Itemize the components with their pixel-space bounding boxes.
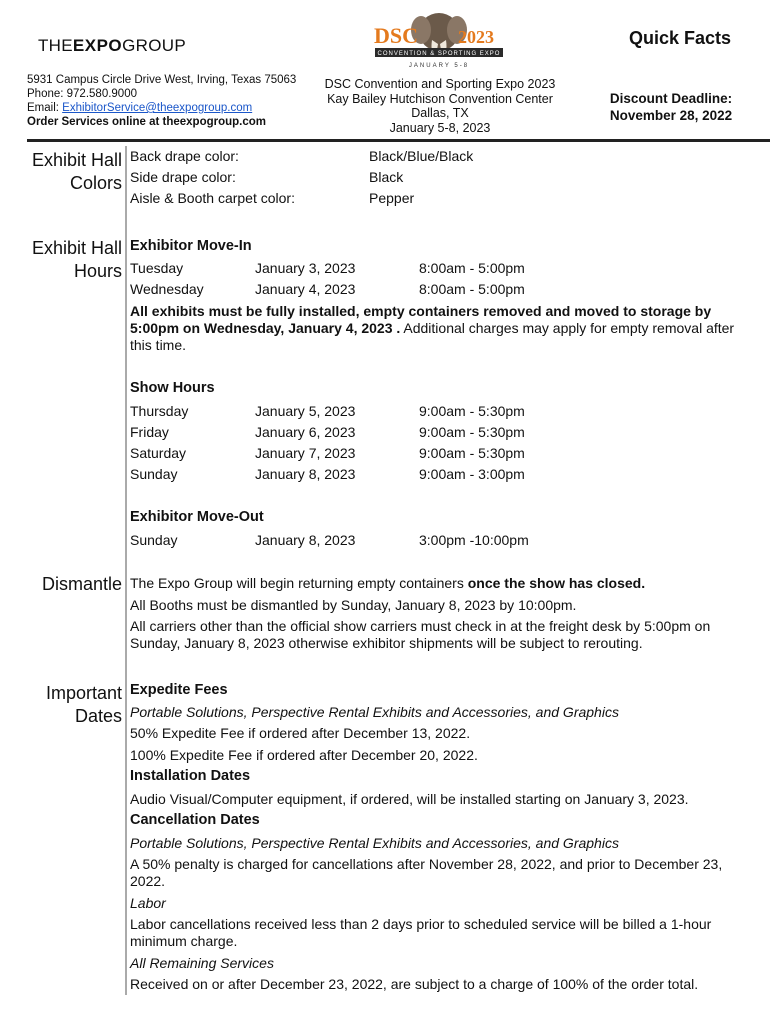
section-title-important — [46, 682, 122, 728]
header-divider — [27, 139, 770, 142]
move-in-note-bold: All exhibits must be fully installed, empty containers removed and moved to storage by 5:00pm on Wednesday, January 4, 2023 . — [130, 303, 712, 336]
schedule-date: January 3, 2023 — [255, 260, 356, 276]
section-title-line: Colors — [69, 173, 122, 193]
schedule-time: 3:00pm -10:00pm — [419, 532, 529, 548]
section-divider — [125, 146, 127, 995]
dismantle-line-3: All carriers other than the official show carriers must check in at the freight desk by 5:00pm on Sunday, January 8, 2023 otherwise exhibitor shipments will be subject to rerouting. — [130, 618, 711, 651]
event-name: DSC Convention and Sporting Expo 2023 — [324, 77, 556, 91]
section-title-line: Hours — [73, 261, 122, 281]
event-city: Dallas, TX — [411, 106, 469, 120]
move-in-note-rest: Additional charges may apply for empty removal after this time. — [130, 320, 735, 353]
email-label: Email: — [27, 102, 63, 114]
schedule-day: Wednesday — [130, 281, 204, 297]
labor-text: Labor cancellations received less than 2 days prior to scheduled service will be billed a 1-hour minimum charge. — [130, 916, 712, 949]
color-label: Back drape color: — [130, 148, 239, 164]
dismantle-line-1 — [130, 573, 645, 594]
dismantle-line-1-bold: once the show has closed. — [467, 575, 646, 591]
schedule-time: 8:00am - 5:00pm — [419, 281, 525, 297]
move-in-note — [130, 303, 750, 354]
schedule-day: Thursday — [130, 403, 189, 419]
event-info — [310, 77, 570, 135]
color-label: Side drape color: — [130, 169, 236, 185]
logo-dsc-text: DSC — [374, 23, 419, 48]
expedite-subheading: Portable Solutions, Perspective Rental Exhibits and Accessories, and Graphics — [130, 704, 619, 720]
section-title-colors — [32, 149, 122, 195]
dismantle-line-2: All Booths must be dismantled by Sunday, January 8, 2023 by 10:00pm. — [130, 597, 577, 613]
discount-deadline — [596, 90, 746, 124]
schedule-day: Sunday — [130, 466, 178, 482]
logo-the: THE — [38, 36, 73, 55]
logo-banner-text: CONVENTION & SPORTING EXPO — [377, 51, 501, 57]
section-title-line: Important — [45, 683, 122, 703]
color-value: Black/Blue/Black — [369, 148, 474, 164]
section-title-line: Exhibit Hall — [31, 150, 122, 170]
remaining-services-text: Received on or after December 23, 2022, are subject to a charge of 100% of the order total. — [130, 976, 699, 992]
logo-dates-text: JANUARY 5-8 — [408, 63, 470, 69]
phone-line: Phone: 972.580.9000 — [27, 88, 137, 100]
cancellation-subheading: Portable Solutions, Perspective Rental Exhibits and Accessories, and Graphics — [130, 835, 619, 851]
schedule-date: January 6, 2023 — [255, 424, 356, 440]
dismantle-line-1-start: The Expo Group will begin returning empty containers — [130, 575, 468, 591]
color-value: Pepper — [369, 190, 415, 206]
section-title-line: Exhibit Hall — [31, 238, 122, 258]
schedule-date: January 8, 2023 — [255, 532, 356, 548]
logo-year-text: 2023 — [458, 27, 494, 47]
installation-text: Audio Visual/Computer equipment, if ordered, will be installed starting on January 3, 2023. — [130, 791, 689, 807]
company-logo — [38, 36, 186, 56]
schedule-date: January 4, 2023 — [255, 281, 356, 297]
email-link[interactable]: ExhibitorService@theexpogroup.com — [62, 102, 253, 114]
color-label: Aisle & Booth carpet color: — [130, 190, 295, 206]
schedule-day: Saturday — [130, 445, 187, 461]
expedite-fee-50: 50% Expedite Fee if ordered after December 13, 2022. — [130, 725, 471, 741]
move-out-heading: Exhibitor Move-Out — [130, 509, 264, 525]
schedule-time: 9:00am - 5:30pm — [419, 445, 525, 461]
order-services-line: Order Services online at theexpogroup.com — [27, 116, 267, 128]
schedule-day: Friday — [130, 424, 169, 440]
discount-label: Discount Deadline: — [609, 91, 733, 106]
schedule-time: 8:00am - 5:00pm — [419, 260, 525, 276]
expedite-heading: Expedite Fees — [130, 682, 228, 698]
remaining-services-label: All Remaining Services — [130, 955, 274, 971]
cancellation-heading: Cancellation Dates — [130, 812, 260, 828]
logo-group: GROUP — [122, 36, 186, 55]
discount-date: November 28, 2022 — [609, 108, 733, 123]
dsc-2023-logo — [372, 10, 506, 72]
color-value: Black — [369, 169, 404, 185]
section-title-line: Dates — [74, 706, 122, 726]
schedule-date: January 7, 2023 — [255, 445, 356, 461]
logo-expo: EXPO — [72, 36, 123, 55]
quick-facts-title: Quick Facts — [628, 28, 732, 48]
schedule-time: 9:00am - 5:30pm — [419, 424, 525, 440]
labor-label: Labor — [130, 895, 166, 911]
schedule-time: 9:00am - 3:00pm — [419, 466, 525, 482]
schedule-time: 9:00am - 5:30pm — [419, 403, 525, 419]
show-hours-heading: Show Hours — [130, 380, 215, 396]
expedite-fee-100: 100% Expedite Fee if ordered after December 20, 2022. — [130, 747, 478, 763]
email-line — [27, 101, 317, 115]
contact-block — [27, 73, 317, 129]
section-title-hours — [32, 237, 122, 283]
address-line: 5931 Campus Circle Drive West, Irving, Texas 75063 — [27, 74, 297, 86]
move-in-heading: Exhibitor Move-In — [130, 238, 252, 254]
event-venue: Kay Bailey Hutchison Convention Center — [327, 91, 553, 106]
schedule-date: January 8, 2023 — [255, 466, 356, 482]
schedule-day: Tuesday — [130, 260, 184, 276]
section-title-dismantle: Dismantle — [41, 574, 122, 594]
installation-heading: Installation Dates — [130, 768, 251, 784]
schedule-day: Sunday — [130, 532, 178, 548]
cancellation-text: A 50% penalty is charged for cancellations after November 28, 2022, and prior to December 23, 2022. — [130, 856, 723, 889]
schedule-date: January 5, 2023 — [255, 403, 356, 419]
event-dates: January 5-8, 2023 — [389, 120, 491, 135]
